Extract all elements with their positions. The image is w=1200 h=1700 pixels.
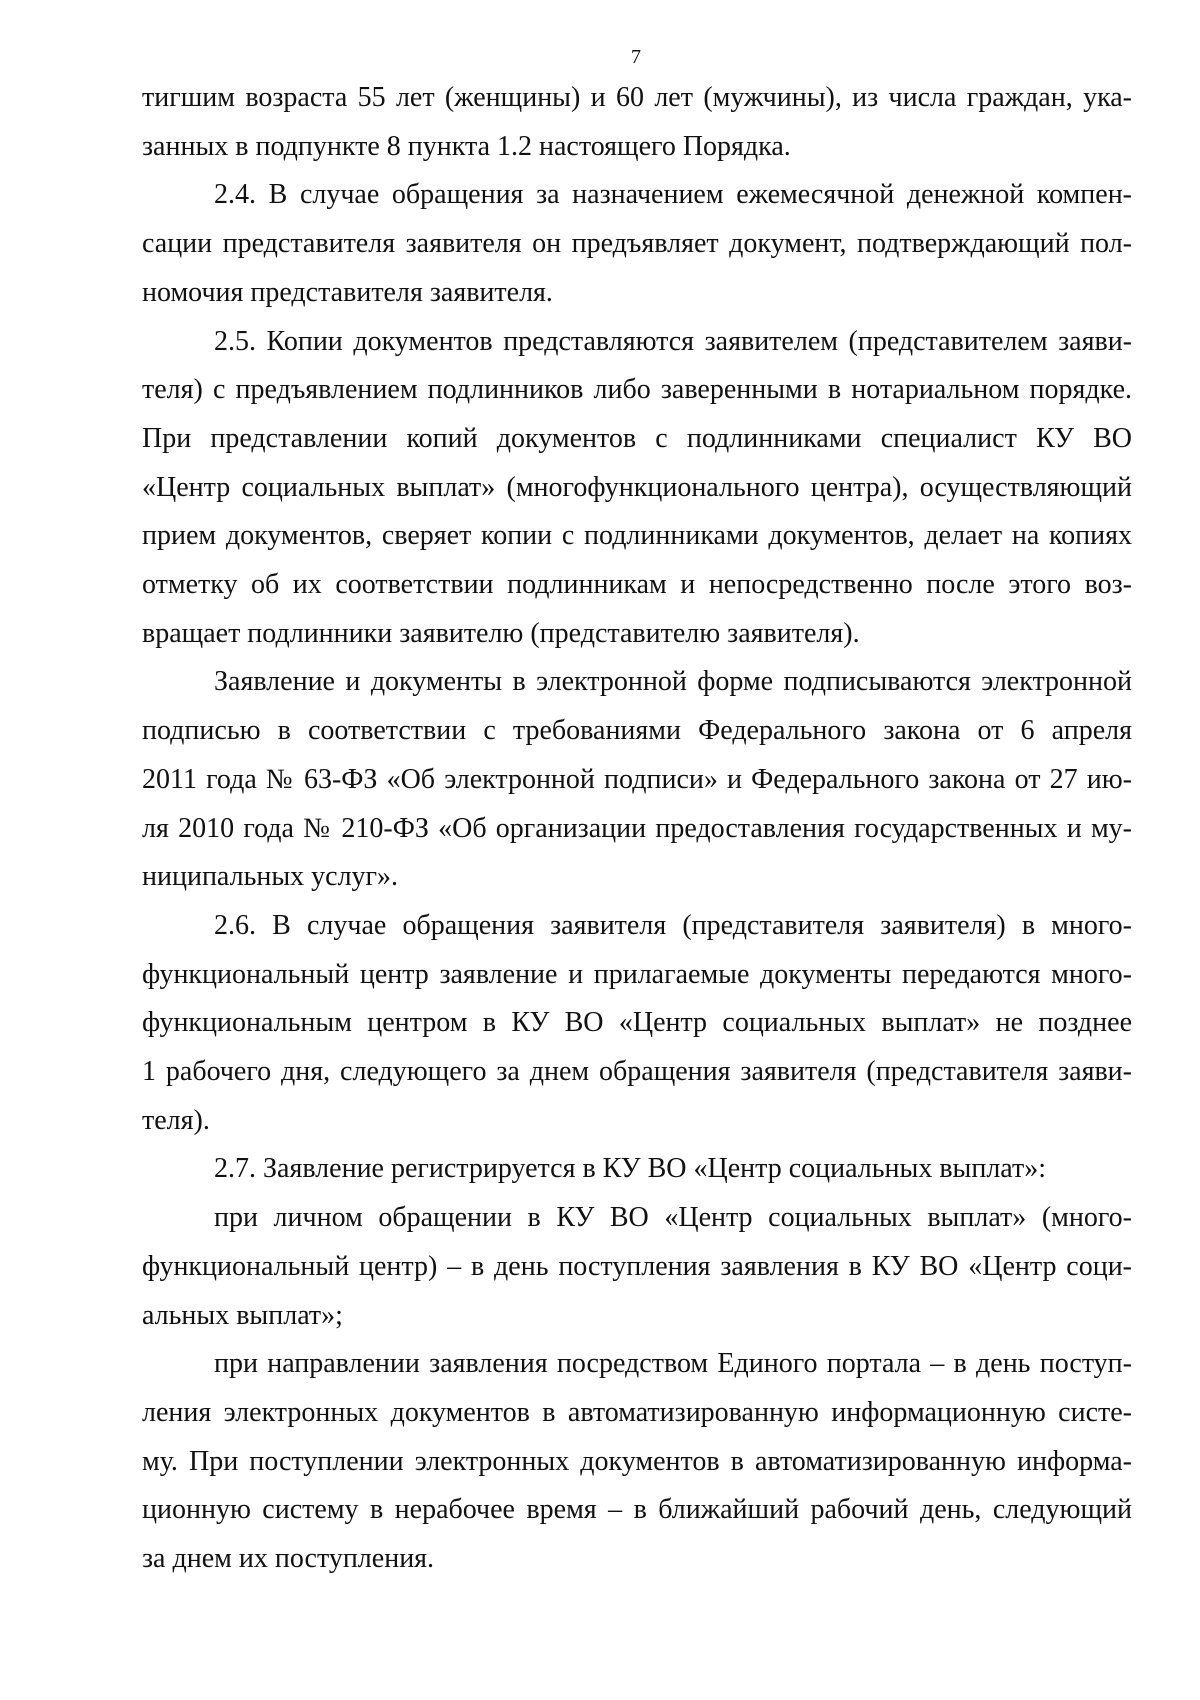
text-line: номочия представителя заявителя.	[142, 276, 553, 308]
text-line: тигшим возраста 55 лет (женщины) и 60 лет (мужчины), из числа граждан, ука-	[142, 82, 1132, 113]
paragraph	[142, 318, 1132, 659]
text-line: функциональный центр заявление и прилагаемые документы передаются много-	[142, 958, 1132, 990]
text-line: ления электронных документов в автоматизированную информационную систе-	[142, 1396, 1132, 1428]
text-line: «Центр социальных выплат» (многофункционального центра), осуществляющий	[142, 471, 1132, 503]
page-number: 7	[631, 46, 641, 68]
paragraph	[142, 658, 1132, 902]
text-line: 2.7. Заявление регистрируется в КУ ВО «Центр социальных выплат»:	[214, 1153, 1047, 1185]
text-line: теля) с предъявлением подлинников либо заверенными в нотариальном порядке.	[142, 374, 1132, 406]
paragraph	[142, 1145, 1132, 1194]
text-line: занных в подпункте 8 пункта 1.2 настоящего Порядка.	[142, 130, 791, 162]
text-line: 2011 года № 63-ФЗ «Об электронной подписи» и Федерального закона от 27 ию-	[142, 763, 1132, 795]
text-line: 1 рабочего дня, следующего за днем обращения заявителя (представителя заяви-	[142, 1056, 1132, 1088]
text-line: ционную систему в нерабочее время – в ближайший рабочий день, следующий	[142, 1494, 1132, 1526]
text-line: 2.4. В случае обращения за назначением ежемесячной денежной компен-	[214, 179, 1132, 211]
text-line: ля 2010 года № 210-ФЗ «Об организации предоставления государственных и му-	[142, 812, 1132, 844]
text-line: Заявление и документы в электронной форме подписываются электронной	[214, 666, 1132, 698]
text-line: му. При поступлении электронных документов в автоматизированную информа-	[142, 1445, 1132, 1477]
paragraph	[142, 1340, 1132, 1584]
document-body	[142, 74, 1132, 1584]
text-line: при направлении заявления посредством Единого портала – в день поступ-	[214, 1348, 1132, 1380]
text-line: функциональный центр) – в день поступления заявления в КУ ВО «Центр соци-	[142, 1250, 1132, 1282]
text-line: альных выплат»;	[142, 1299, 343, 1331]
paragraph	[142, 171, 1132, 317]
text-line: ниципальных услуг».	[142, 861, 399, 893]
paragraph	[142, 902, 1132, 1146]
text-line: вращает подлинники заявителю (представителю заявителя).	[142, 617, 860, 649]
text-line: При представлении копий документов с подлинниками специалист КУ ВО	[142, 422, 1132, 454]
text-line: при личном обращении в КУ ВО «Центр социальных выплат» (много-	[214, 1202, 1132, 1234]
text-line: отметку об их соответствии подлинникам и непосредственно после этого воз-	[142, 569, 1132, 601]
paragraph	[142, 1194, 1132, 1340]
paragraph	[142, 74, 1132, 171]
text-line: сации представителя заявителя он предъявляет документ, подтверждающий пол-	[142, 228, 1132, 260]
text-line: подписью в соответствии с требованиями Федерального закона от 6 апреля	[142, 715, 1132, 747]
text-line: функциональным центром в КУ ВО «Центр социальных выплат» не позднее	[142, 1007, 1132, 1039]
text-line: теля).	[142, 1104, 210, 1136]
text-line: 2.5. Копии документов представляются заявителем (представителем заяви-	[214, 325, 1132, 357]
text-line: 2.6. В случае обращения заявителя (представителя заявителя) в много-	[214, 909, 1132, 941]
text-line: прием документов, сверяет копии с подлинниками документов, делает на копиях	[142, 520, 1132, 552]
text-line: за днем их поступления.	[142, 1543, 435, 1575]
